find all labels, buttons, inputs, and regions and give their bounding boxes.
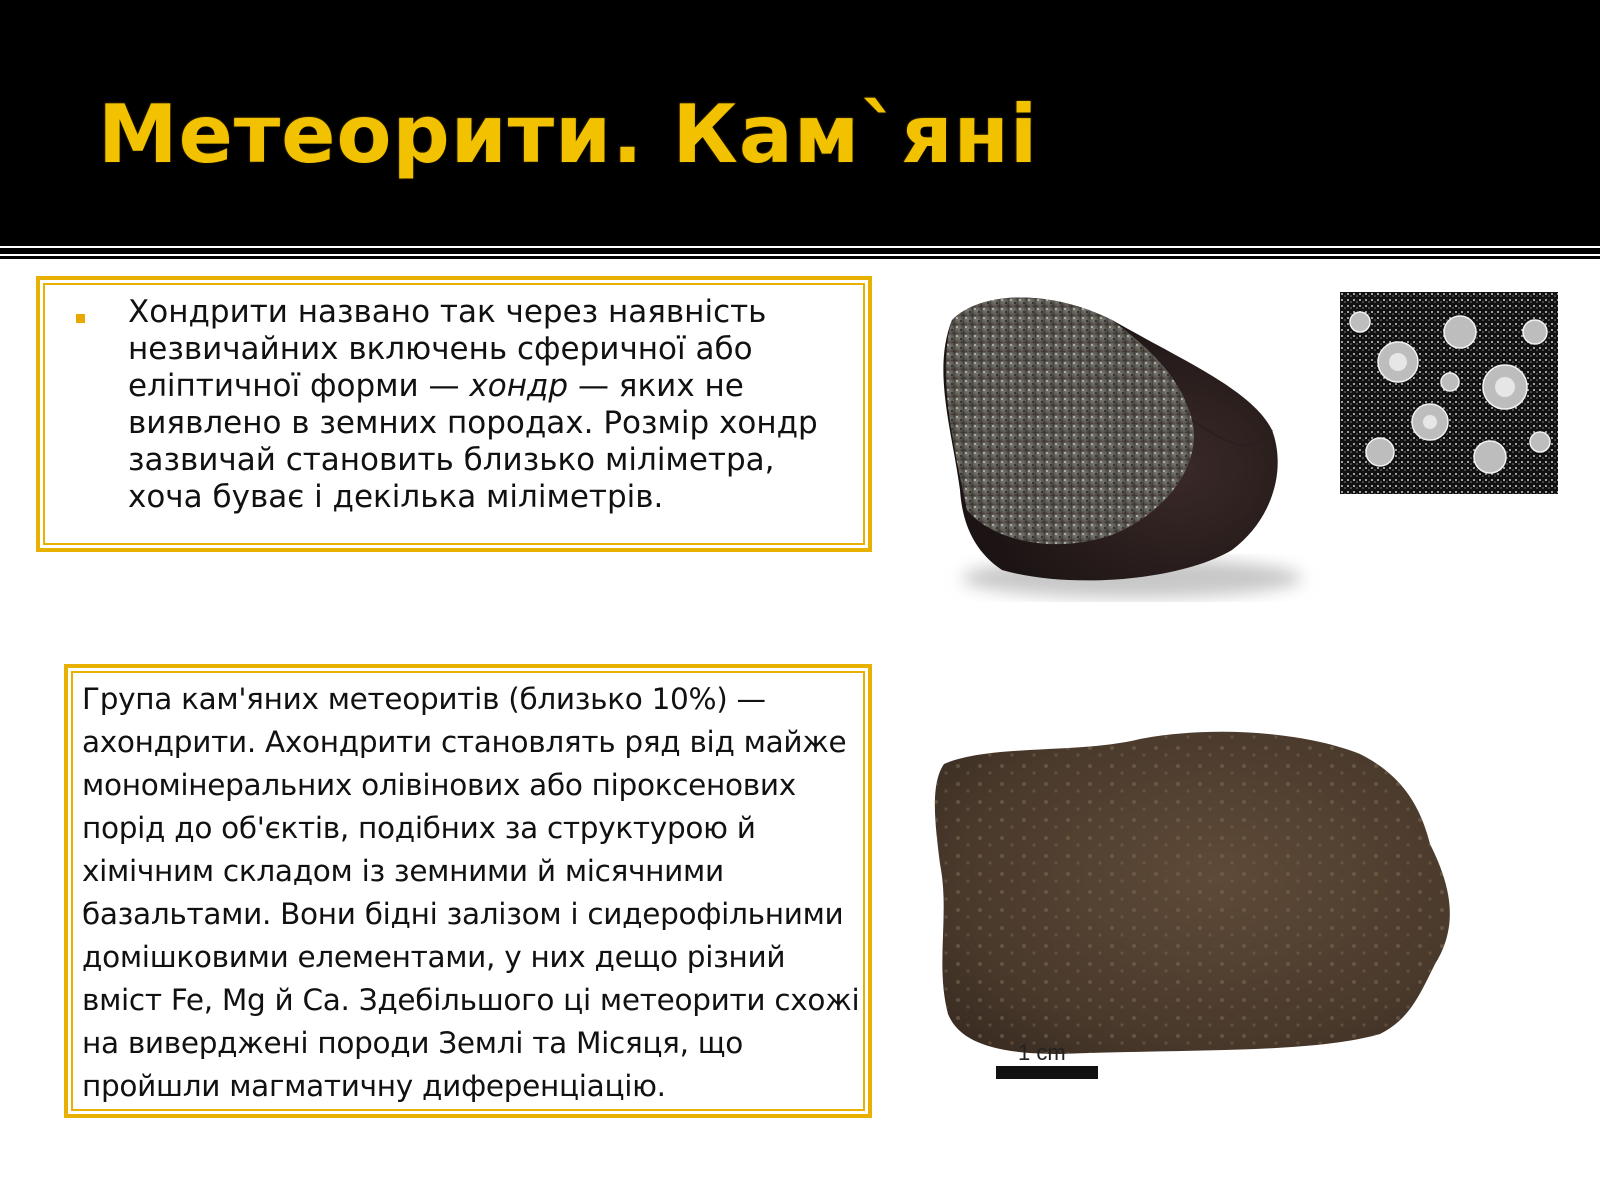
achondrite-text-box	[64, 664, 872, 1118]
chondrite-text-part: — яких не виявлено в земних породах. Розмір хондр зазвичай становить близько міліметра, хоча буває і декілька міліметрів.	[128, 368, 818, 515]
achondrite-meteorite-photo	[930, 724, 1496, 1098]
chondrule-micrograph	[1340, 292, 1558, 494]
chondrite-text-box	[36, 276, 872, 552]
chondrite-meteorite-photo	[892, 280, 1340, 616]
chondrite-text-part: Хондрити названо так через наявність незвичайних включень сферичної або еліптичної форми —	[128, 294, 767, 404]
chondrite-description	[128, 294, 858, 516]
achondrite-description: Група кам'яних метеоритів (близько 10%) — ахондрити. Ахондрити становлять ряд від майже мономінеральних олівінових або піроксенових порід до об'єктів, подібних за структурою й хімічним складом із земними й місячними базальтами. Вони бідні залізом і сидерофільними домішковими елементами, у них дещо різний вміст Fe, Mg й Ca. Здебільшого ці метеорити схожі на виверджені породи Землі та Місяця, що пройшли магматичну диференціацію.	[82, 682, 860, 1103]
chondrule-term: хондр	[469, 368, 569, 404]
slide-title: Метеорити. Кам`яні	[98, 88, 1039, 181]
scale-bar	[996, 1066, 1098, 1079]
header-divider-thin	[0, 256, 1600, 259]
scale-label: 1 cm	[1018, 1040, 1066, 1065]
header-divider	[0, 248, 1600, 254]
bullet-marker	[76, 314, 85, 323]
header-band	[0, 0, 1600, 246]
